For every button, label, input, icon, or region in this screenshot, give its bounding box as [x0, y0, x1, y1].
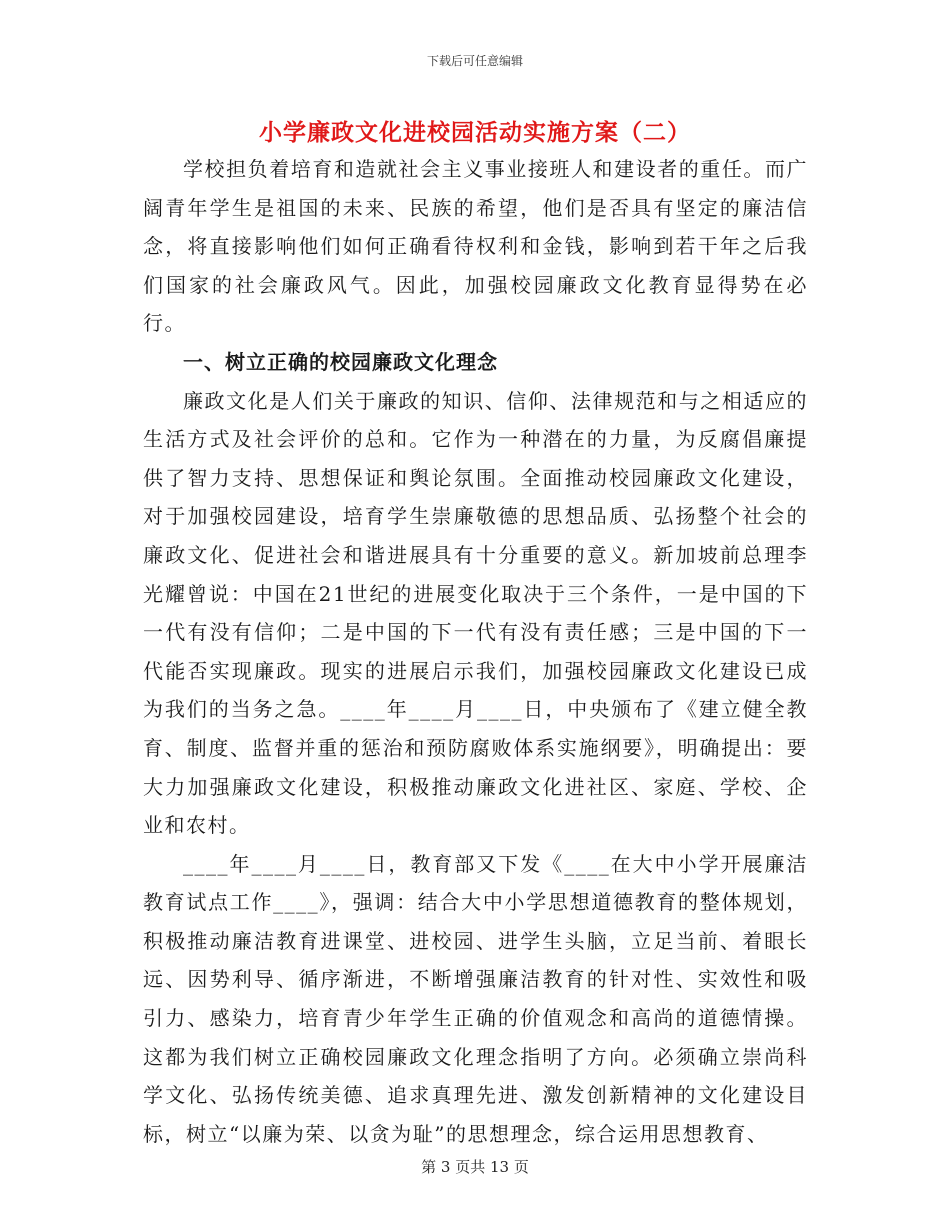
document-title: 小学廉政文化进校园活动实施方案（二） [259, 119, 691, 146]
document-body [143, 150, 808, 1153]
section-heading-1: 一、树立正确的校园廉政文化理念 [183, 349, 498, 374]
paragraph-concept: 廉政文化是人们关于廉政的知识、信仰、法律规范和与之相适应的生活方式及社会评价的总和。它作为一种潜在的力量，为反腐倡廉提供了智力支持、思想保证和舆论氛围。全面推动校园廉政文化建设，对于加强校园建设，培育学生崇廉敬德的思想品质、弘扬整个社会的廉政文化、促进社会和谐进展具有十分重要的意义。新加坡前总理李光耀曾说：中国在21世纪的进展变化取决于三个条件，一是中国的下一代有没有信仰；二是中国的下一代有没有责任感；三是中国的下一代能否实现廉政。现实的进展启示我们，加强校园廉政文化建设已成为我们的当务之急。____年____月____日，中央颁布了《建立健全教育、制度、监督并重的惩治和预防腐败体系实施纲要》，明确提出：要大力加强廉政文化建设，积极推动廉政文化进社区、家庭、学校、企业和农村。 [143, 388, 808, 838]
page-number-footer: 第 3 页共 13 页 [421, 1158, 529, 1176]
paragraph-intro: 学校担负着培育和造就社会主义事业接班人和建设者的重任。而广阔青年学生是祖国的未来、民族的希望，他们是否具有坚定的廉洁信念，将直接影响他们如何正确看待权利和金钱，影响到若干年之后我们国家的社会廉政风气。因此，加强校园廉政文化教育显得势在必行。 [143, 157, 808, 336]
paragraph-ministry: ____年____月____日，教育部又下发《____在大中小学开展廉洁教育试点工作____》，强调：结合大中小学思想道德教育的整体规划，积极推动廉洁教育进课堂、进校园、进学生头脑，立足当前、着眼长远、因势利导、循序渐进，不断增强廉洁教育的针对性、实效性和吸引力、感染力，培育青少年学生正确的价值观念和高尚的道德情操。这都为我们树立正确校园廉政文化理念指明了方向。必须确立崇尚科学文化、弘扬传统美德、追求真理先进、激发创新精神的文化建设目标，树立“以廉为荣、以贪为耻”的思想理念，综合运用思想教育、 [143, 851, 808, 1146]
page-header-note: 下载后可任意编辑 [426, 54, 523, 68]
